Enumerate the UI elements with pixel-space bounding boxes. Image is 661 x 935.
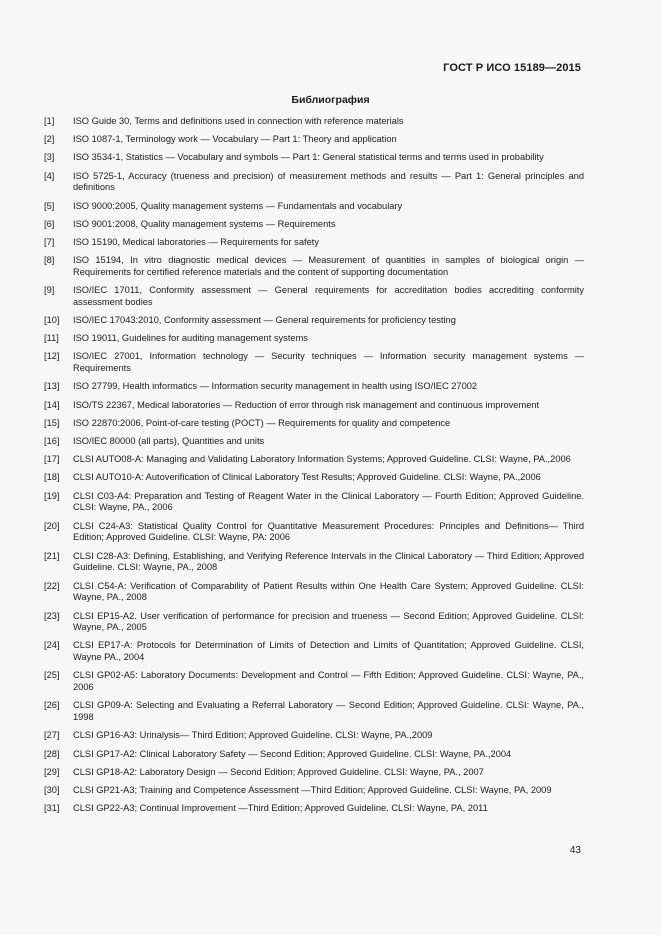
- reference-number: [14]: [44, 399, 60, 410]
- reference-item: [44, 134, 584, 146]
- reference-item: [44, 700, 584, 724]
- page-number: 43: [569, 845, 581, 856]
- reference-item: [44, 285, 584, 309]
- reference-item: [44, 219, 584, 231]
- reference-number: [27]: [44, 730, 60, 741]
- reference-number: [2]: [44, 134, 55, 145]
- reference-number: [8]: [44, 255, 55, 266]
- reference-item: [44, 749, 584, 761]
- reference-text: CLSI GP16-A3: Urinalysis— Third Edition; Approved Guideline. CLSI: Wayne, PA.,2009: [73, 730, 433, 741]
- reference-text: ISO/IEC 17011, Conformity assessment — General requirements for accreditation bodies accrediting conformity assessment bodies: [73, 285, 584, 307]
- reference-text: ISO/IEC 27001, Information technology — Security techniques — Information security management systems — Requirements: [73, 351, 584, 374]
- reference-text: CLSI AUTO10-A: Autoverification of Clinical Laboratory Test Results; Approved Guideline. CLSI: Wayne, PA.,2006: [73, 472, 541, 483]
- reference-text: ISO Guide 30, Terms and definitions used in connection with reference materials: [73, 116, 404, 126]
- reference-number: [22]: [44, 580, 60, 591]
- reference-item: [44, 237, 584, 249]
- reference-number: [1]: [44, 116, 55, 126]
- reference-text: ISO 15190, Medical laboratories — Requirements for safety: [73, 236, 319, 247]
- reference-text: CLSI C54-A: Verification of Comparability of Patient Results within One Health Care System; Approved Guideline. CLSI: Wayne, PA., 2008: [73, 580, 584, 603]
- reference-text: ISO 15194, In vitro diagnostic medical devices — Measurement of quantities in samples of biological origin — Requirements for certified reference materials and the content of supporting documentation: [73, 255, 584, 277]
- reference-number: [30]: [44, 785, 60, 795]
- reference-number: [28]: [44, 748, 60, 759]
- reference-item: [44, 116, 584, 128]
- reference-number: [20]: [44, 520, 60, 531]
- reference-item: [44, 201, 584, 213]
- reference-item: [44, 315, 584, 327]
- reference-number: [21]: [44, 550, 60, 561]
- reference-number: [15]: [44, 417, 60, 428]
- reference-item: [44, 611, 584, 635]
- reference-text: CLSI GP09-A: Selecting and Evaluating a Referral Laboratory — Second Edition; Approved Guideline. CLSI: Wayne, PA., 1998: [73, 700, 584, 723]
- reference-item: [44, 581, 584, 605]
- reference-item: [44, 418, 584, 430]
- reference-text: CLSI EP15-A2. User verification of performance for precision and trueness — Second Edition; Approved Guideline. CLSI: Wayne, PA., 2005: [73, 610, 584, 633]
- reference-text: ISO 9000:2005, Quality management systems — Fundamentals and vocabulary: [73, 200, 403, 211]
- section-title: Библиография: [291, 94, 370, 106]
- bibliography-list: [44, 116, 584, 821]
- reference-item: [44, 670, 584, 694]
- reference-number: [16]: [44, 436, 60, 446]
- reference-text: CLSI C28-A3: Defining, Establishing, and Verifying Reference Intervals in the Clinical Laboratory — Third Edition; Approved Guideline. CLSI: Wayne, PA., 2008: [73, 550, 584, 573]
- reference-text: CLSI C03-A4: Preparation and Testing of Reagent Water in the Clinical Laboratory — Fourth Edition; Approved Guideline. CLSI: Wayne, PA., 2006: [73, 490, 584, 513]
- reference-text: CLSI GP18-A2: Laboratory Design — Second Edition; Approved Guideline. CLSI: Wayne, PA., 2007: [73, 766, 484, 777]
- reference-item: [44, 767, 584, 779]
- reference-number: [9]: [44, 285, 55, 296]
- reference-number: [31]: [44, 803, 60, 814]
- reference-number: [24]: [44, 640, 60, 651]
- reference-item: [44, 436, 584, 448]
- reference-number: [25]: [44, 670, 60, 681]
- reference-number: [29]: [44, 766, 60, 777]
- reference-item: [44, 171, 584, 195]
- reference-text: ISO/IEC 80000 (all parts), Quantities and units: [73, 436, 265, 446]
- reference-text: ISO 3534-1, Statistics — Vocabulary and symbols — Part 1: General statistical terms and terms used in probability: [73, 152, 544, 163]
- reference-item: [44, 472, 584, 484]
- reference-text: ISO 1087-1, Terminology work — Vocabulary — Part 1: Theory and application: [73, 134, 397, 145]
- reference-item: [44, 551, 584, 575]
- reference-item: [44, 381, 584, 393]
- reference-text: CLSI GP17-A2: Clinical Laboratory Safety — Second Edition; Approved Guideline. CLSI: Wayne, PA.,2004: [73, 748, 512, 759]
- reference-number: [23]: [44, 610, 60, 621]
- reference-item: [44, 803, 584, 815]
- reference-text: ISO/TS 22367, Medical laboratories — Reduction of error through risk management and continuous improvement: [73, 399, 540, 410]
- reference-number: [18]: [44, 472, 60, 483]
- standard-header: ГОСТ Р ИСО 15189—2015: [443, 62, 581, 74]
- reference-item: [44, 454, 584, 466]
- reference-text: CLSI GP22-A3; Continual Improvement —Third Edition; Approved Guideline. CLSI: Wayne, PA, 2011: [73, 803, 488, 814]
- reference-item: [44, 640, 584, 664]
- reference-number: [26]: [44, 700, 60, 711]
- reference-number: [7]: [44, 236, 55, 247]
- reference-text: CLSI GP21-A3; Training and Competence Assessment —Third Edition; Approved Guideline. CLSI: Wayne, PA, 2009: [73, 785, 552, 795]
- reference-number: [3]: [44, 152, 55, 163]
- reference-item: [44, 333, 584, 345]
- reference-number: [11]: [44, 333, 59, 344]
- reference-number: [17]: [44, 454, 60, 465]
- reference-item: [44, 491, 584, 515]
- reference-item: [44, 521, 584, 545]
- reference-text: ISO 19011, Guidelines for auditing management systems: [73, 333, 308, 344]
- reference-number: [5]: [44, 200, 55, 211]
- reference-text: CLSI GP02-A5: Laboratory Documents: Development and Control — Fifth Edition; Approved Guideline. CLSI: Wayne, PA., 2006: [73, 670, 584, 693]
- reference-text: CLSI AUTO08-A: Managing and Validating Laboratory Information Systems; Approved Guideline. CLSI: Wayne, PA.,2006: [73, 454, 571, 465]
- reference-item: [44, 255, 584, 279]
- reference-item: [44, 351, 584, 375]
- reference-number: [4]: [44, 170, 55, 181]
- reference-text: CLSI EP17-A: Protocols for Determination of Limits of Detection and Limits of Quantitation; Approved Guideline. CLSI, Wayne PA., 2004: [73, 640, 584, 663]
- reference-number: [13]: [44, 381, 60, 392]
- reference-text: CLSI C24-A3: Statistical Quality Control for Quantitative Measurement Procedures: Principles and Definitions— Third Edition; Approved Guideline. CLSI: Wayne, PA: 2006: [73, 520, 584, 543]
- reference-text: ISO 27799, Health informatics — Information security management in health using ISO/IEC 27002: [73, 381, 478, 392]
- reference-number: [12]: [44, 351, 60, 362]
- reference-item: [44, 785, 584, 797]
- reference-item: [44, 152, 584, 164]
- reference-item: [44, 400, 584, 412]
- reference-text: ISO 5725-1, Accuracy (trueness and precision) of measurement methods and results — Part 1: General principles and definitions: [73, 170, 584, 193]
- reference-number: [19]: [44, 490, 60, 501]
- reference-text: ISO 9001:2008, Quality management systems — Requirements: [73, 218, 336, 229]
- reference-text: ISO/IEC 17043:2010, Conformity assessment — General requirements for proficiency testing: [73, 315, 456, 326]
- reference-item: [44, 730, 584, 742]
- reference-number: [6]: [44, 218, 55, 229]
- reference-text: ISO 22870:2006, Point-of-care testing (POCT) — Requirements for quality and competence: [73, 417, 451, 428]
- reference-number: [10]: [44, 315, 60, 326]
